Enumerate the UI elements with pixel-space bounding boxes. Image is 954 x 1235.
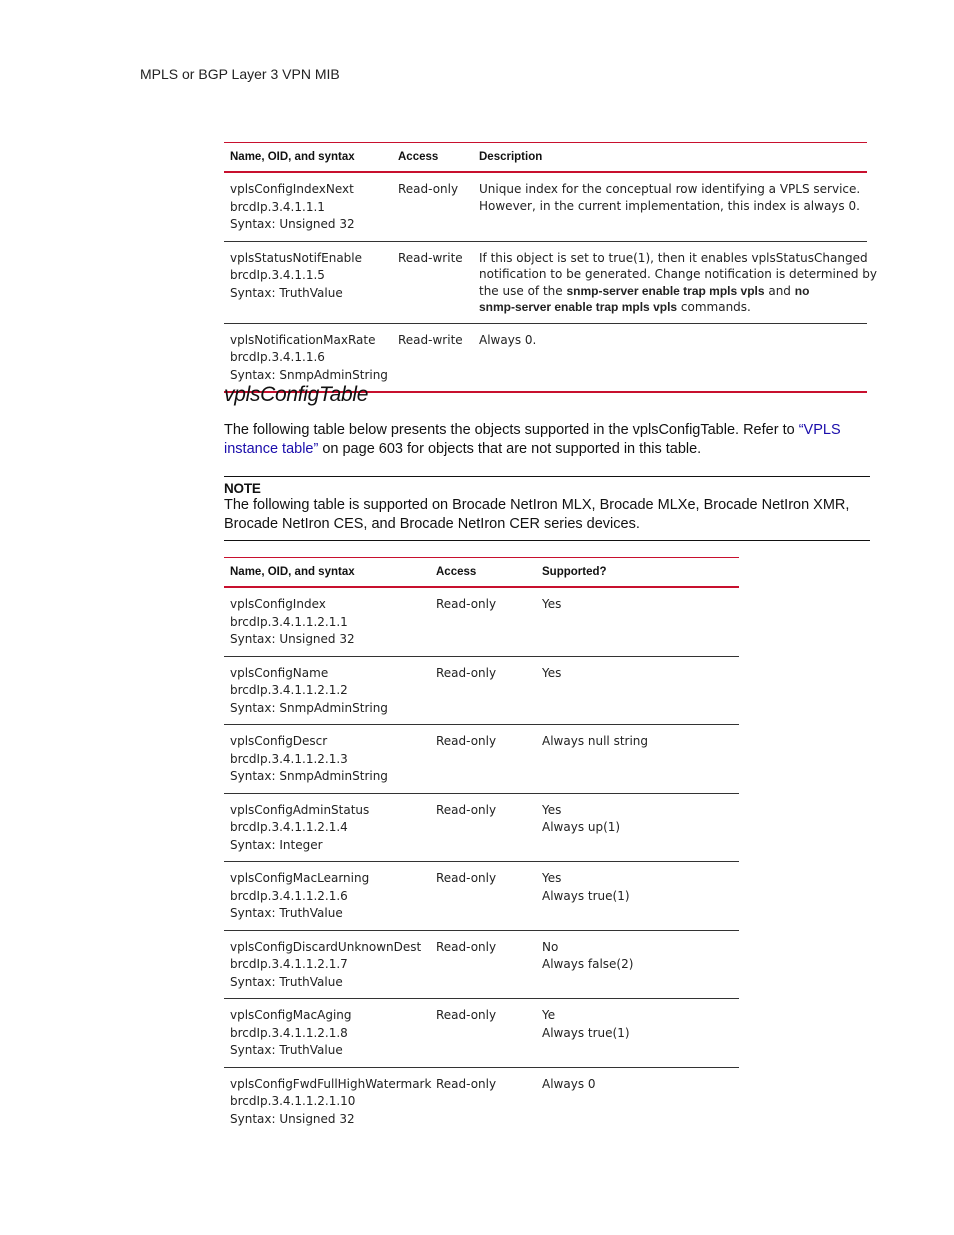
access-cell: Read-only [436, 734, 497, 748]
supported-value: Ye [542, 1008, 556, 1022]
object-oid: brcdIp.3.4.1.1.1 [230, 199, 325, 214]
supported-cell [536, 725, 739, 794]
table-row [224, 241, 867, 323]
supported-value: Always 0 [542, 1076, 596, 1091]
supported-value: No [542, 939, 559, 954]
description-text: If this object is set to true(1), then it enables vplsStatusChanged [479, 250, 868, 265]
intro-paragraph [224, 421, 874, 459]
object-name: vplsConfigMacLearning [230, 871, 370, 885]
object-name: vplsConfigDescr [230, 734, 328, 748]
name-cell [224, 323, 392, 392]
object-name: vplsNotificationMaxRate [230, 332, 376, 347]
object-syntax: Syntax: SnmpAdminString [230, 769, 388, 783]
object-oid: brcdIp.3.4.1.1.2.1.3 [230, 751, 348, 766]
name-cell [224, 930, 430, 999]
supported-value: Yes [542, 871, 562, 885]
access-cell: Read-only [436, 665, 497, 680]
supported-note: Always true(1) [542, 1025, 630, 1040]
object-oid: brcdIp.3.4.1.1.2.1.1 [230, 614, 348, 629]
note-box [224, 476, 870, 541]
intro-text: on page 603 for objects that are not supported in this table. [318, 441, 702, 457]
mib-objects-table [224, 142, 878, 393]
cross-reference-link[interactable]: “VPLS instance table” [224, 422, 841, 457]
name-cell [224, 725, 430, 794]
object-oid: brcdIp.3.4.1.1.2.1.6 [230, 888, 348, 903]
object-syntax: Syntax: SnmpAdminString [230, 367, 388, 382]
access-cell: Read-write [398, 250, 463, 265]
supported-note: Always true(1) [542, 888, 630, 903]
name-cell [224, 587, 430, 656]
object-syntax: Syntax: Unsigned 32 [230, 217, 355, 231]
name-cell [224, 241, 392, 323]
table-row [224, 587, 739, 656]
note-text: The following table is supported on Brocade NetIron MLX, Brocade MLXe, Brocade NetIron XMR, Brocade NetIron CES, and Brocade NetIron CER series devices. [224, 497, 850, 532]
access-cell: Read-only [436, 1076, 497, 1091]
object-name: vplsConfigDiscardUnknownDest [230, 939, 422, 954]
object-name: vplsConfigAdminStatus [230, 802, 370, 817]
table-row [224, 323, 867, 392]
description-text [479, 299, 861, 316]
running-header: MPLS or BGP Layer 3 VPN MIB [140, 66, 340, 82]
description-cell [473, 241, 878, 323]
section-heading: vplsConfigTable [224, 383, 369, 406]
table-row [224, 930, 739, 999]
column-header-name: Name, OID, and syntax [230, 151, 355, 163]
access-cell: Read-only [436, 597, 497, 611]
table-row [224, 793, 739, 862]
access-cell: Read-only [436, 871, 497, 885]
object-name: vplsConfigIndexNext [230, 182, 354, 196]
note-title: NOTE [224, 481, 261, 496]
supported-cell [536, 793, 739, 862]
object-oid: brcdIp.3.4.1.1.2.1.8 [230, 1025, 348, 1040]
command-name: snmp-server enable trap mpls vpls [479, 300, 678, 314]
description-text-fragment: the use of the [479, 283, 567, 298]
intro-text: The following table below presents the objects supported in the vplsConfigTable. Refer to [224, 422, 799, 438]
name-cell [224, 172, 392, 241]
supported-value: Yes [542, 802, 562, 817]
column-header-access: Access [398, 151, 439, 163]
name-cell [224, 1067, 430, 1135]
object-syntax: Syntax: TruthValue [230, 285, 343, 300]
object-syntax: Syntax: TruthValue [230, 906, 343, 920]
object-oid: brcdIp.3.4.1.1.5 [230, 268, 325, 282]
table-row [224, 725, 739, 794]
description-cell [473, 172, 867, 241]
supported-note: Always up(1) [542, 820, 621, 834]
access-cell: Read-only [436, 1008, 497, 1022]
table-header-row [224, 558, 739, 588]
supported-note: Always false(2) [542, 957, 634, 971]
object-syntax: Syntax: SnmpAdminString [230, 700, 388, 715]
object-oid: brcdIp.3.4.1.1.2.1.7 [230, 957, 348, 971]
access-cell: Read-write [398, 332, 463, 347]
supported-cell [536, 1067, 739, 1135]
object-syntax: Syntax: Unsigned 32 [230, 632, 355, 646]
description-cell: Always 0. [479, 332, 537, 347]
command-name: no [794, 283, 810, 298]
supported-cell [536, 656, 739, 725]
vpls-config-table [224, 557, 739, 1135]
object-oid: brcdIp.3.4.1.1.2.1.4 [230, 820, 348, 834]
object-oid: brcdIp.3.4.1.1.6 [230, 350, 325, 364]
table-row [224, 656, 739, 725]
supported-cell [536, 587, 739, 656]
table-header-row [224, 143, 867, 173]
object-oid: brcdIp.3.4.1.1.2.1.2 [230, 683, 348, 697]
object-name: vplsStatusNotifEnable [230, 250, 362, 265]
description-text: However, in the current implementation, this index is always 0. [479, 198, 860, 213]
description-text-fragment: and [764, 283, 795, 298]
object-name: vplsConfigFwdFullHighWatermark [230, 1076, 432, 1091]
supported-cell [536, 999, 739, 1068]
column-header-access: Access [436, 566, 477, 578]
name-cell [224, 656, 430, 725]
description-text: Unique index for the conceptual row identifying a VPLS service. [479, 182, 861, 196]
table-row [224, 862, 739, 931]
command-name: snmp-server enable trap mpls vpls [566, 283, 765, 298]
column-header-supported: Supported? [542, 566, 607, 578]
table-row [224, 172, 867, 241]
object-syntax: Syntax: Unsigned 32 [230, 1111, 355, 1126]
supported-value: Always null string [542, 734, 649, 748]
supported-value: Yes [542, 597, 562, 611]
column-header-name: Name, OID, and syntax [230, 566, 355, 578]
supported-cell [536, 930, 739, 999]
name-cell [224, 999, 430, 1068]
name-cell [224, 862, 430, 931]
object-oid: brcdIp.3.4.1.1.2.1.10 [230, 1094, 356, 1108]
column-header-description: Description [479, 151, 543, 163]
access-cell: Read-only [436, 939, 497, 954]
object-syntax: Syntax: TruthValue [230, 1043, 343, 1057]
table-row [224, 999, 739, 1068]
table-row [224, 1067, 739, 1135]
object-name: vplsConfigName [230, 665, 329, 680]
access-cell: Read-only [398, 182, 459, 196]
object-syntax: Syntax: TruthValue [230, 974, 343, 989]
description-text-fragment: commands. [677, 300, 751, 314]
name-cell [224, 793, 430, 862]
description-text [479, 283, 861, 300]
description-text: notification to be generated. Change notification is determined by [479, 267, 878, 281]
object-syntax: Syntax: Integer [230, 837, 323, 852]
access-cell: Read-only [436, 802, 497, 817]
supported-value: Yes [542, 665, 562, 680]
object-name: vplsConfigIndex [230, 597, 326, 611]
supported-cell [536, 862, 739, 931]
object-name: vplsConfigMacAging [230, 1008, 352, 1022]
